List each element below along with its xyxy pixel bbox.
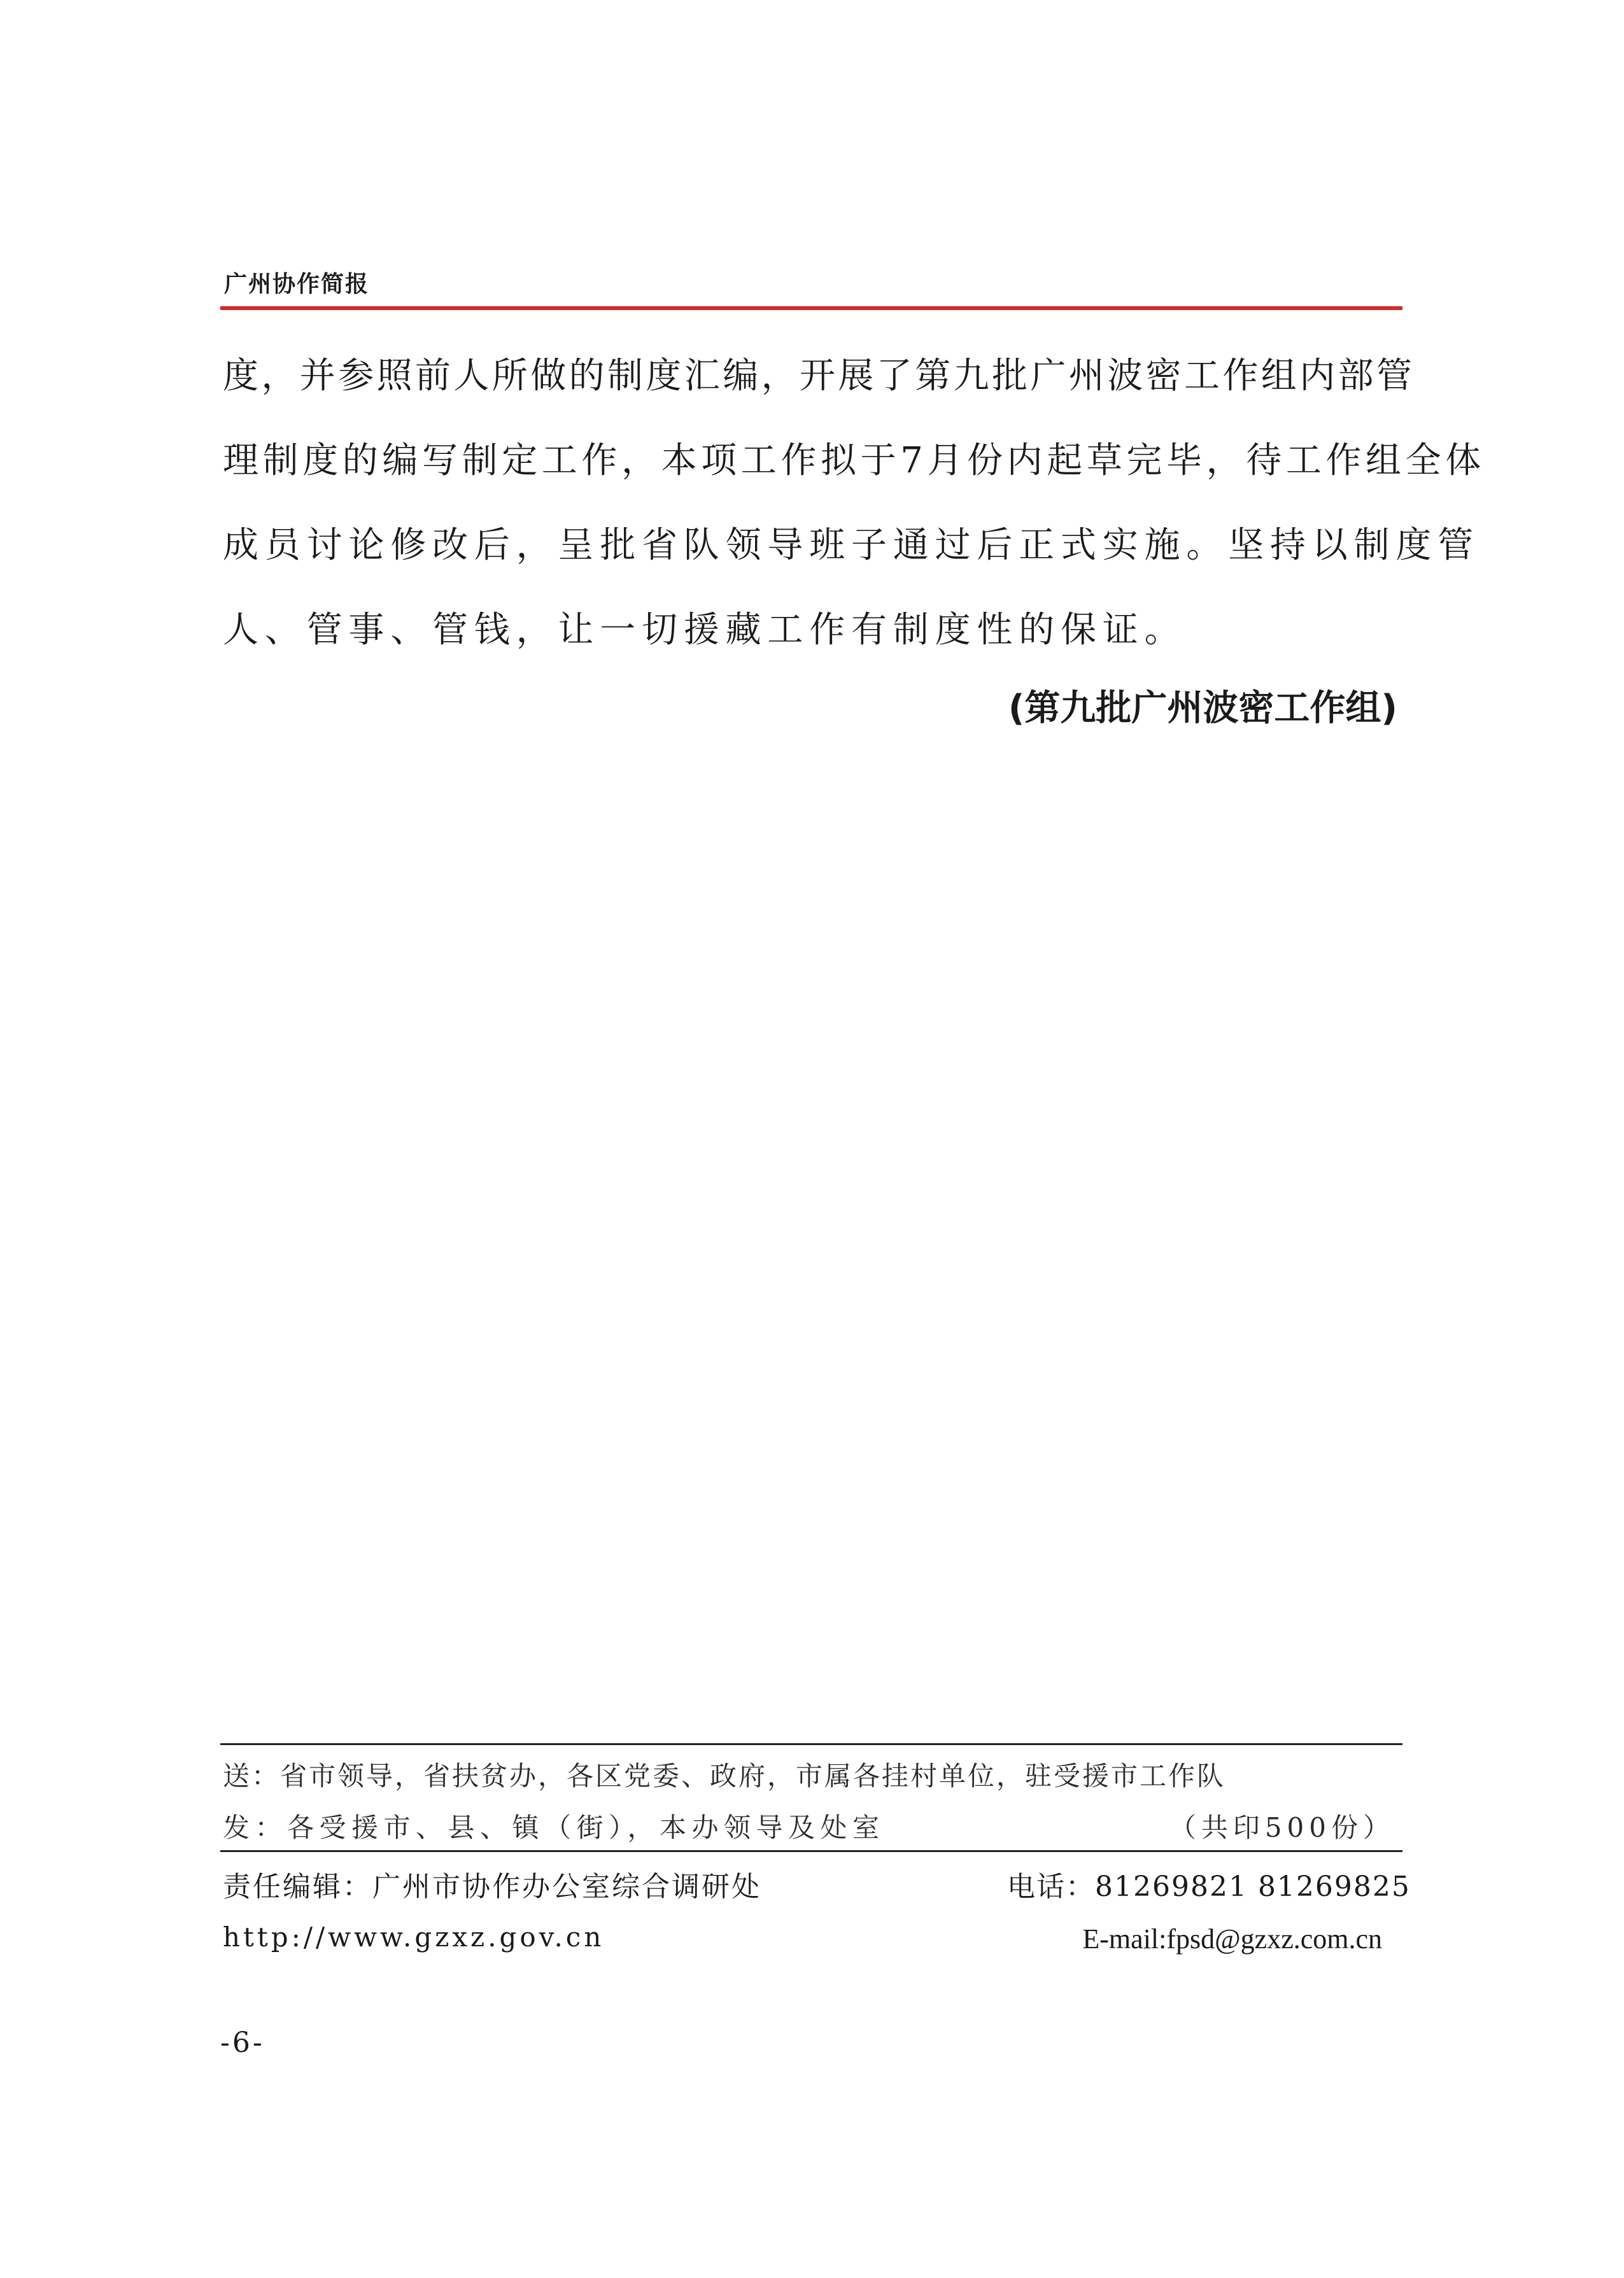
distribution-send: 送：省市领导，省扶贫办，各区党委、政府，市属各挂村单位，驻受援市工作队	[223, 1760, 1226, 1792]
bulletin-title: 广州协作简报	[224, 271, 370, 297]
body-line: 理制度的编写制定工作，本项工作拟于7月份内起草完毕，待工作组全体	[223, 440, 1485, 481]
header-red-rule	[220, 306, 1402, 310]
page-number: -6-	[220, 2027, 265, 2059]
article-signature: (第九批广州波密工作组)	[1008, 688, 1397, 729]
distribution-issue: 发：各受援市、县、镇（街），本办领导及处室	[223, 1812, 885, 1843]
responsible-editor: 责任编辑：广州市协作办公室综合调研处	[223, 1871, 761, 1903]
article-body	[223, 347, 1485, 686]
body-line: 度，并参照前人所做的制度汇编，开展了第九批广州波密工作组内部管	[223, 355, 1415, 397]
website-url: http://www.gzxz.gov.cn	[223, 1921, 605, 1953]
contact-email: E-mail:fpsd@gzxz.com.cn	[1082, 1923, 1382, 1955]
footer-top-rule	[220, 1743, 1402, 1745]
footer-mid-rule	[220, 1850, 1402, 1852]
contact-phone: 电话：81269821 81269825	[1007, 1871, 1411, 1903]
print-copies: （共印500份）	[1169, 1812, 1395, 1843]
body-line: 人、管事、管钱，让一切援藏工作有制度性的保证。	[223, 609, 1187, 651]
body-line: 成员讨论修改后，呈批省队领导班子通过后正式实施。坚持以制度管	[223, 525, 1479, 566]
